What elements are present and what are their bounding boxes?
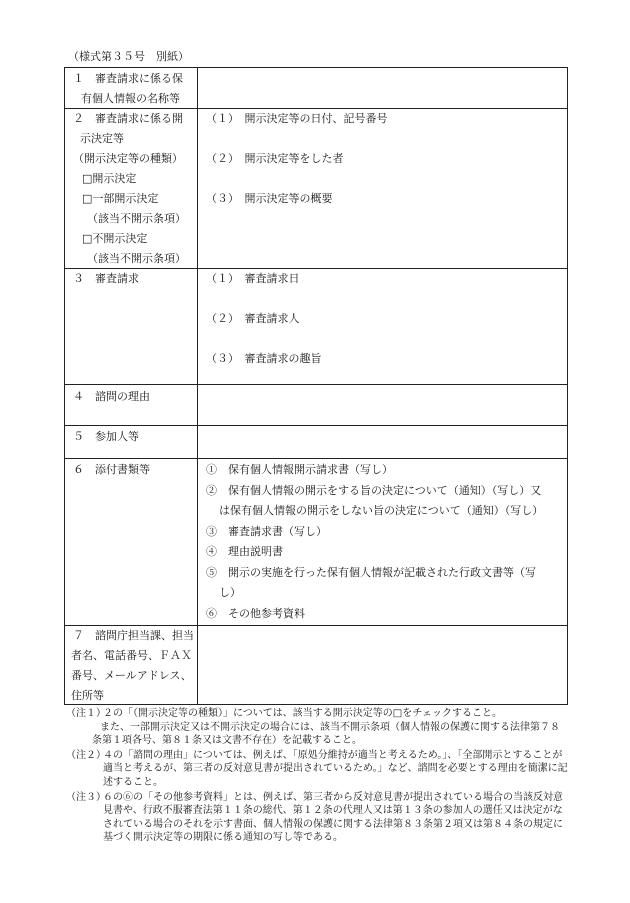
checkbox-non-disclosure: □不開示決定 (82, 232, 148, 245)
attachment-item-continued: し） (219, 586, 241, 599)
item-7-label (65, 626, 198, 705)
sub-item: （３） 審査請求の趣旨 (206, 352, 322, 365)
item-6-label (65, 459, 198, 626)
label-line: ６ 添付書類等 (73, 463, 150, 476)
note-text: また、一部開示決定又は不開示決定の場合には、該当不開示条項（個人情報の保護に関する法律第７８条第１項各号、第８１条又は文書不存在）を記載すること。 (92, 721, 560, 747)
item-7-field (198, 626, 568, 705)
item-1-field (198, 68, 568, 109)
sub-item: （２） 審査請求人 (206, 312, 300, 325)
label-line: （該当不開示条項） (87, 252, 186, 265)
item-3-field (198, 269, 568, 385)
label-line: 有個人情報の名称等 (81, 92, 180, 105)
attachment-item: ③ 審査請求書（写し） (206, 524, 327, 538)
attachment-item-continued: は保有個人情報の開示をしない旨の決定について（通知）（写し） (219, 504, 544, 517)
form-table (64, 67, 568, 705)
item-6-field (198, 459, 568, 626)
note-2 (64, 749, 568, 790)
item-2-label (65, 109, 198, 269)
checkbox-partial-disclosure: □一部開示決定 (82, 192, 159, 205)
item-3-label (65, 269, 198, 385)
note-1 (64, 707, 568, 748)
note-label: （注２） (66, 749, 106, 761)
note-label: （注３） (66, 791, 106, 803)
label-line: ５ 参加人等 (73, 430, 139, 443)
form-number-label: （様式第３５号 別紙） (68, 50, 189, 63)
label-line: ７ 諮問庁担当課、担当 (73, 629, 194, 642)
item-5-label (65, 426, 198, 459)
label-line: ３ 審査請求 (73, 272, 139, 285)
label-line: （開示決定等の種類） (73, 152, 183, 165)
sub-item: （３） 開示決定等の概要 (206, 192, 333, 205)
note-body (103, 791, 568, 845)
item-4-field (198, 385, 568, 426)
note-text: ２の「（開示決定等の種類）」については、該当する開示決定等の□をチェックすること。 (103, 708, 502, 719)
note-text: ４の「諮問の理由」については、例えば、「原処分維持が適当と考えるため。」、「全部開示とすることが適当と考えるが、第三者の反対意見書が提出されているため。」など、諮問を必要とする理由を簡潔に記述すること。 (103, 749, 568, 788)
sub-item: （２） 開示決定等をした者 (206, 152, 344, 165)
note-body (103, 749, 568, 790)
checkbox-disclosure: □開示決定 (82, 172, 137, 185)
label-line: 示決定等 (80, 132, 124, 145)
item-4-label (65, 385, 198, 426)
attachment-item: ⑥ その他参考資料 (206, 606, 305, 620)
label-line: 住所等 (71, 689, 104, 702)
label-line: ４ 諮問の理由 (73, 390, 150, 403)
label-line: １ 審査請求に係る保 (73, 72, 183, 85)
note-3 (64, 791, 568, 845)
item-2-field (198, 109, 568, 269)
note-label: （注１） (66, 708, 106, 719)
label-line: （該当不開示条項） (87, 212, 186, 225)
item-5-field (198, 426, 568, 459)
note-body (92, 707, 568, 748)
note-text: ６の⑥の「その他参考資料」とは、例えば、第三者から反対意見書が提出されている場合の当該反対意見書や、行政不服審査法第１１条の総代、第１２条の代理人又は第１３条の参加人の選任又は決定がなされている場合のそれを示す書面、個人情報の保護に関する法律第８３条第２項又は第８４条の規定に基づく開示決定等の期限に係る通知の写し等である。 (103, 791, 563, 844)
attachment-item: ⑤ 開示の実施を行った保有個人情報が記載された行政文書等（写 (206, 565, 536, 579)
sub-item: （１） 審査請求日 (206, 272, 300, 285)
attachment-item: ④ 理由説明書 (206, 545, 283, 558)
sub-item: （１） 開示決定等の日付、記号番号 (206, 112, 388, 125)
label-line: 番号、メールアドレス、 (71, 669, 192, 682)
notes (64, 706, 568, 845)
label-line: ２ 審査請求に係る開 (73, 112, 183, 125)
attachment-item: ① 保有個人情報開示請求書（写し） (206, 463, 393, 476)
item-1-label (65, 68, 198, 109)
attachment-item: ② 保有個人情報の開示をする旨の決定について（通知）（写し）又 (206, 483, 542, 497)
label-line: 者名、電話番号、ＦＡＸ (71, 649, 192, 662)
